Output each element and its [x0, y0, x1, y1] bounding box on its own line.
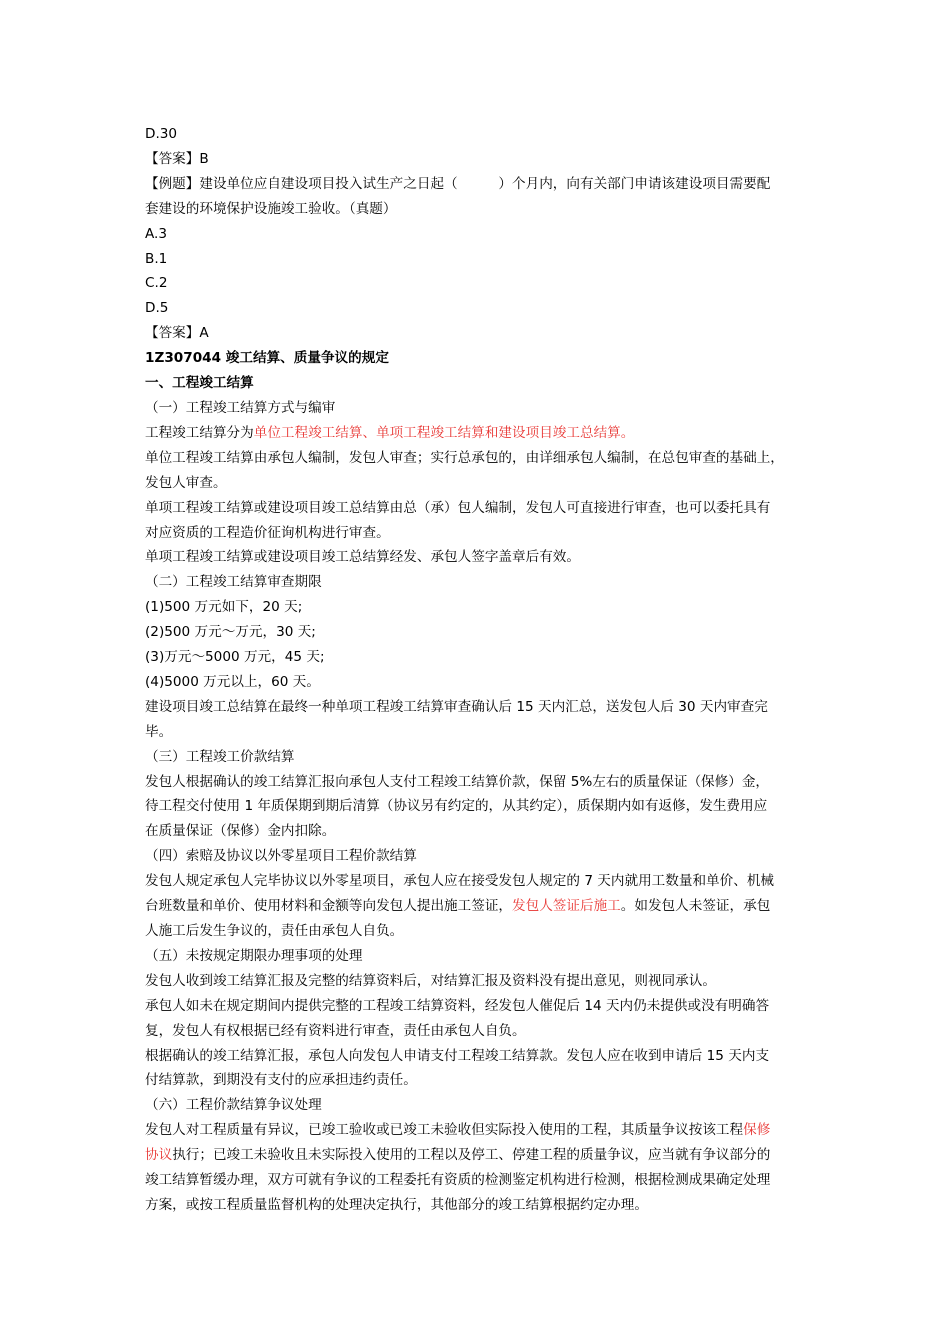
paragraph-line: 发包人审查。 — [145, 474, 227, 491]
paragraph-line: 承包人如未在规定期间内提供完整的工程竣工结算资料，经发包人催促后 14 天内仍未提供或没有明确答 — [145, 997, 770, 1014]
paragraph-line: 对应资质的工程造价征询机构进行审查。 — [145, 524, 390, 541]
paragraph-line: 复，发包人有权根据已经有资料进行审查，责任由承包人自负。 — [145, 1022, 526, 1039]
list-item: (2)500 万元～万元，30 天; — [145, 624, 316, 641]
paragraph-line: 发包人根据确认的竣工结算汇报向承包人支付工程竣工结算价款，保留 5%左右的质量保证（保修）金， — [145, 773, 770, 790]
paragraph-line: 单项工程竣工结算或建设项目竣工总结算经发、承包人签字盖章后有效。 — [145, 549, 580, 566]
paragraph-line: 发包人收到竣工结算汇报及完整的结算资料后，对结算汇报及资料没有提出意见，则视同承认。 — [145, 972, 716, 989]
paragraph-line: 根据确认的竣工结算汇报，承包人向发包人申请支付工程竣工结算款。发包人应在收到申请后 15 天内支 — [145, 1047, 770, 1064]
example-question: 【例题】建设单位应自建设项目投入试生产之日起（ ）个月内，向有关部门申请该建设项目需要配 — [145, 175, 771, 192]
option-c: C.2 — [145, 275, 168, 292]
answer-line: 【答案】B — [145, 150, 209, 167]
sub-heading: （四）索赔及协议以外零星项目工程价款结算 — [145, 848, 417, 865]
sub-heading: （五）未按规定期限办理事项的处理 — [145, 947, 363, 964]
answer-line: 【答案】A — [145, 325, 209, 342]
option-d: D.5 — [145, 300, 169, 317]
text-run: 执行；已竣工未验收且未实际投入使用的工程以及停工、停建工程的质量争议，应当就有争议部分的 — [172, 1147, 771, 1164]
highlight-text: 单位工程竣工结算、单项工程竣工结算和建设项目竣工总结算。 — [253, 424, 635, 441]
highlight-text: 发包人签证后施工 — [512, 898, 621, 915]
paragraph-line: 竣工结算暂缓办理，双方可就有争议的工程委托有资质的检测鉴定机构进行检测，根据检测成果确定处理 — [145, 1172, 771, 1189]
paragraph-line: 建设项目竣工总结算在最终一种单项工程竣工结算审查确认后 15 天内汇总，送发包人后 30 天内审查完 — [145, 698, 768, 715]
text-run: 。如发包人未签证，承包 — [620, 898, 771, 915]
highlight-text: 协议 — [145, 1147, 173, 1164]
option-a: A.3 — [145, 225, 168, 242]
sub-heading: （二）工程竣工结算审查期限 — [145, 574, 322, 591]
sub-heading: （一）工程竣工结算方式与编审 — [145, 399, 336, 416]
option-b: B.1 — [145, 250, 168, 267]
paragraph-line: 人施工后发生争议的，责任由承包人自负。 — [145, 923, 404, 939]
paragraph-line: 毕。 — [145, 723, 173, 740]
paragraph-line — [145, 894, 825, 919]
sub-heading: （六）工程价款结算争议处理 — [145, 1097, 322, 1114]
paragraph-line — [145, 1118, 825, 1143]
text-run: 台班数量和单价、使用材料和金额等向发包人提出施工签证， — [145, 898, 513, 915]
paragraph-line — [145, 1143, 825, 1168]
paragraph-line: 单项工程竣工结算或建设项目竣工总结算由总（承）包人编制，发包人可直接进行审查，也可以委托具有 — [145, 499, 771, 516]
list-item: (3)万元～5000 万元，45 天; — [145, 649, 325, 666]
paragraph-line: 待工程交付使用 1 年质保期到期后清算（协议另有约定的，从其约定），质保期内如有返修，发生费用应 — [145, 798, 768, 815]
document-body — [145, 122, 825, 1218]
text-run: 工程竣工结算分为 — [145, 424, 254, 441]
paragraph-line: 方案，或按工程质量监督机构的处理决定执行，其他部分的竣工结算根据约定办理。 — [145, 1196, 648, 1213]
list-item: (1)500 万元如下，20 天; — [145, 599, 303, 616]
list-item: (4)5000 万元以上，60 天。 — [145, 673, 320, 690]
sub-heading: （三）工程竣工价款结算 — [145, 748, 295, 765]
section-heading: 1Z307044 竣工结算、质量争议的规定 — [145, 350, 389, 367]
example-question-cont: 套建设的环境保护设施竣工验收。（真题） — [145, 200, 397, 217]
highlight-text: 保修 — [743, 1122, 771, 1139]
subsection-heading: 一、工程竣工结算 — [145, 375, 254, 392]
paragraph-line: 发包人规定承包人完毕协议以外零星项目，承包人应在接受发包人规定的 7 天内就用工数量和单价、机械 — [145, 873, 775, 890]
paragraph-line: 单位工程竣工结算由承包人编制，发包人审查；实行总承包的，由详细承包人编制，在总包审查的基础上， — [145, 449, 784, 466]
paragraph-line: 付结算款，到期没有支付的应承担违约责任。 — [145, 1072, 417, 1089]
option-d: D.30 — [145, 126, 178, 142]
paragraph-line — [145, 421, 825, 446]
paragraph-line: 在质量保证（保修）金内扣除。 — [145, 823, 336, 840]
text-run: 发包人对工程质量有异议，已竣工验收或已竣工未验收但实际投入使用的工程，其质量争议按该工程 — [145, 1122, 744, 1139]
